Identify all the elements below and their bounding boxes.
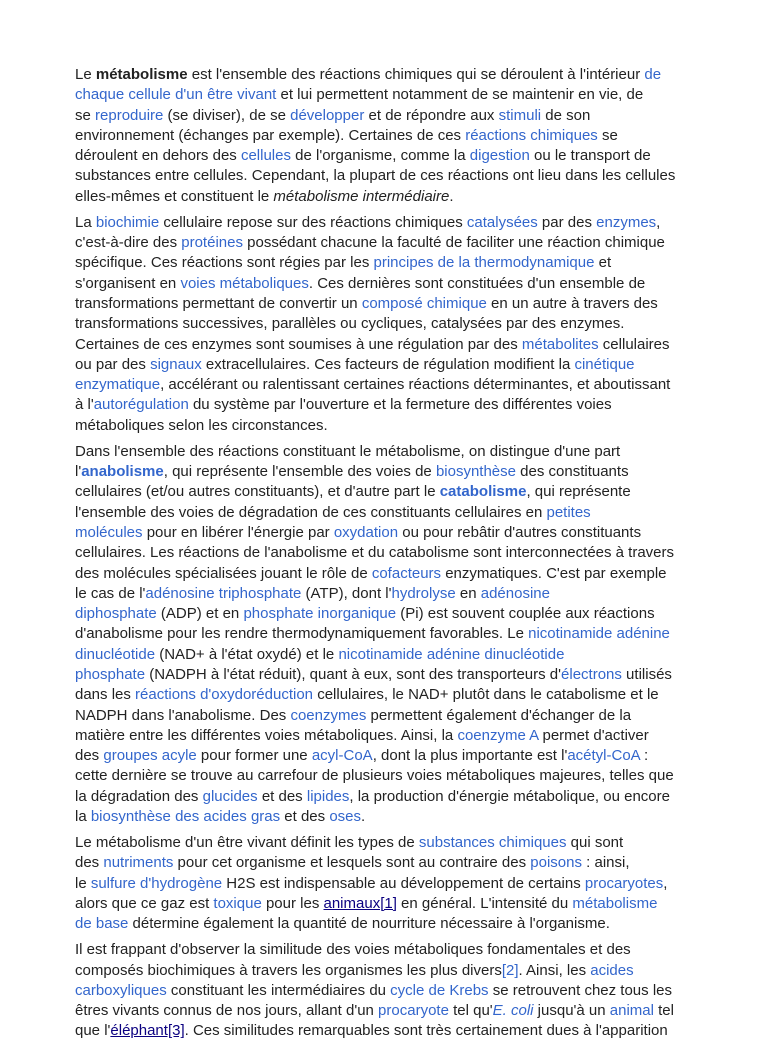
body-text: cellulaires. Les réactions de l'anabolisme et du catabolisme sont interconnectées à travers	[75, 544, 675, 562]
paragraph	[75, 940, 735, 1041]
wiki-link[interactable]: stimuli	[498, 106, 542, 124]
wiki-link[interactable]: petites	[546, 503, 591, 521]
body-text: ou le transport de	[529, 147, 651, 165]
wiki-link[interactable]: enzymes	[596, 213, 657, 231]
body-text: alors que ce gaz est	[75, 894, 214, 912]
body-text: Il est frappant d'observer la similitude des voies métaboliques fondamentales et des	[75, 941, 631, 959]
wiki-link[interactable]: cofacteurs	[371, 564, 442, 582]
body-text: :	[639, 747, 649, 765]
text-line	[75, 442, 735, 462]
wiki-link[interactable]: sulfure d'hydrogène	[90, 874, 223, 892]
text-line	[75, 294, 735, 314]
body-text: en	[455, 584, 481, 602]
wiki-link[interactable]: coenzymes	[290, 706, 367, 724]
body-text: s'organisent en	[75, 274, 181, 292]
body-text: l'	[75, 463, 82, 481]
paragraph	[75, 213, 735, 436]
body-text: le cas de l'	[75, 584, 146, 602]
body-text: transformations permettant de convertir un	[75, 294, 362, 312]
body-text: se	[75, 106, 96, 124]
body-text: .	[361, 808, 366, 826]
text-line	[75, 187, 735, 207]
wiki-link[interactable]: anabolisme	[81, 463, 164, 481]
body-text: qui sont	[566, 834, 624, 852]
body-text: du système par l'ouverture et la fermeture des différentes voies	[188, 396, 612, 414]
body-text: .	[449, 187, 454, 205]
wiki-link[interactable]: dinucléotide	[75, 645, 156, 663]
text-line	[75, 746, 735, 766]
text-line	[75, 166, 735, 186]
text-line	[75, 375, 735, 395]
body-text: permettent également d'échanger de la	[366, 706, 632, 724]
wiki-link[interactable]: voies métaboliques	[180, 274, 309, 292]
wiki-link[interactable]: E. coli	[492, 1002, 534, 1020]
body-text: des	[75, 747, 104, 765]
body-text: possédant chacune la faculté de faciliter une réaction chimique	[242, 234, 665, 252]
wiki-link[interactable]: substances chimiques	[418, 834, 567, 852]
wiki-link[interactable]: glucides	[202, 787, 258, 805]
text-line	[75, 482, 735, 502]
body-text: pour en libérer l'énergie par	[142, 523, 334, 541]
wiki-link[interactable]: nicotinamide adénine	[528, 625, 670, 643]
body-text: . Ces dernières sont constituées d'un ensemble de	[308, 274, 646, 292]
body-text: . Ainsi, les	[518, 961, 591, 979]
wiki-link[interactable]: procaryote	[378, 1002, 449, 1020]
text-line	[75, 314, 735, 334]
body-text: par des	[537, 213, 597, 231]
text-line	[75, 685, 735, 705]
text-line	[75, 604, 735, 624]
wiki-link[interactable]: acyl-CoA	[311, 747, 373, 765]
body-text: , qui représente	[526, 483, 631, 501]
body-text: et des	[257, 787, 307, 805]
body-text: cellulaires, le NAD+ plutôt dans le catabolisme et le	[313, 686, 659, 704]
wiki-link[interactable]: éléphant[3]	[110, 1022, 185, 1040]
text-line	[75, 355, 735, 375]
wiki-link[interactable]: hydrolyse	[391, 584, 456, 602]
body-text: tel qu'	[448, 1002, 493, 1020]
body-text: le	[75, 874, 91, 892]
body-text: Le	[75, 66, 96, 83]
wiki-link[interactable]: phosphate inorganique	[243, 605, 397, 623]
body-text: transformations successives, parallèles ou cycliques, catalysées par des enzymes.	[75, 315, 625, 333]
body-text: , dont la plus importante est l'	[372, 747, 568, 765]
text-line	[75, 416, 735, 436]
body-text: (se diviser), de se	[163, 106, 291, 124]
wiki-link[interactable]: métabolisme	[572, 894, 658, 912]
wiki-link[interactable]: réactions d'oxydoréduction	[135, 686, 314, 704]
wiki-link[interactable]: diphosphate	[75, 605, 157, 623]
body-text: d'anabolisme pour les rendre thermodynamiquement favorables. Le	[75, 625, 529, 643]
body-text: à l'	[75, 396, 94, 414]
wiki-link[interactable]: composé chimique	[361, 294, 487, 312]
body-text: de l'organisme, comme la	[290, 147, 470, 165]
text-line	[75, 233, 735, 253]
body-text: environnement (échanges par exemple). Certaines de ces	[75, 126, 466, 144]
paragraph	[75, 442, 735, 828]
text-line	[75, 564, 735, 584]
wiki-link[interactable]: acides	[590, 961, 634, 979]
body-text: c'est-à-dire des	[75, 234, 182, 252]
body-text: permet d'activer	[538, 726, 649, 744]
text-line	[75, 981, 735, 1001]
body-text: La	[75, 213, 96, 231]
text-line	[75, 1021, 735, 1041]
body-text: H2S est indispensable au développement de certains	[222, 874, 585, 892]
text-line	[75, 85, 735, 105]
wiki-link[interactable]: autorégulation	[93, 396, 189, 414]
text-line	[75, 874, 735, 894]
wiki-link[interactable]: chaque cellule d'un être vivant	[75, 86, 277, 104]
text-line	[75, 940, 735, 960]
body-text: (NAD+ à l'état oxydé) et le	[155, 645, 339, 663]
body-text: que l'	[75, 1022, 111, 1040]
text-line	[75, 961, 735, 981]
body-text: jusqu'à un	[533, 1002, 610, 1020]
wiki-link[interactable]: nutriments	[103, 854, 174, 872]
body-text: êtres vivants connus de nos jours, allant d'un	[75, 1002, 379, 1020]
wiki-link[interactable]: cycle de Krebs	[390, 981, 489, 999]
text-line	[75, 645, 735, 665]
text-line	[75, 274, 735, 294]
body-text: cellulaires (et/ou autres constituants), et d'autre part le	[75, 483, 440, 501]
wiki-link[interactable]: digestion	[469, 147, 530, 165]
wiki-link[interactable]: enzymatique	[75, 376, 161, 394]
text-line	[75, 914, 735, 934]
text-line	[75, 726, 735, 746]
body-text: ,	[663, 874, 668, 892]
wiki-link[interactable]: oxydation	[333, 523, 399, 541]
body-text: NADPH dans l'anabolisme. Des	[75, 706, 291, 724]
text-line	[75, 833, 735, 853]
wiki-link[interactable]: de base	[75, 915, 129, 933]
body-text: ou pour rebâtir d'autres constituants	[398, 523, 642, 541]
wiki-link[interactable]: cinétique	[574, 355, 635, 373]
body-text: et lui permettent notamment de se maintenir en vie, de	[276, 86, 644, 104]
body-text: des constituants	[516, 463, 629, 481]
wiki-link[interactable]: [2]	[501, 961, 519, 979]
body-text: utilisés	[621, 665, 672, 683]
body-text: se retrouvent chez tous les	[488, 981, 672, 999]
body-text: pour les	[261, 894, 324, 912]
body-text: métaboliques selon les circonstances.	[75, 416, 328, 434]
body-text: : ainsi,	[581, 854, 630, 872]
wiki-link[interactable]: acétyl-CoA	[567, 747, 640, 765]
body-text: et	[594, 254, 612, 272]
body-text: elles-mêmes et constituent le	[75, 187, 274, 205]
article-body	[75, 65, 735, 1047]
body-text: pour cet organisme et lesquels sont au contraire des	[173, 854, 531, 872]
wiki-link[interactable]: principes de la thermodynamique	[373, 254, 595, 272]
text-line	[75, 503, 735, 523]
text-line	[75, 543, 735, 563]
wiki-link[interactable]: biosynthèse des acides gras	[90, 808, 281, 826]
text-line	[75, 706, 735, 726]
body-text: constituant les intermédiaires du	[166, 981, 391, 999]
body-text: se	[597, 126, 618, 144]
text-line	[75, 253, 735, 273]
wiki-link[interactable]: phosphate	[75, 665, 146, 683]
body-text: des	[75, 854, 104, 872]
wiki-link[interactable]: développer	[290, 106, 365, 124]
body-text: des molécules spécialisées jouant le rôle de	[75, 564, 372, 582]
wiki-link[interactable]: procaryotes	[584, 874, 664, 892]
body-text: ,	[656, 213, 661, 231]
body-text: Le métabolisme d'un être vivant définit les types de	[75, 834, 419, 852]
wiki-link[interactable]: signaux	[150, 355, 202, 373]
text-line	[75, 65, 735, 85]
text-line	[75, 126, 735, 146]
text-line	[75, 894, 735, 914]
wiki-link[interactable]: animal	[609, 1002, 654, 1020]
wiki-link[interactable]: biosynthèse	[435, 463, 516, 481]
body-text: et des	[280, 808, 330, 826]
text-line	[75, 766, 735, 786]
wiki-link[interactable]: protéines	[181, 234, 243, 252]
text-line	[75, 807, 735, 827]
body-text: ou par des	[75, 355, 151, 373]
text-line	[75, 624, 735, 644]
body-text: est l'ensemble des réactions chimiques qui se déroulent à l'intérieur	[187, 66, 645, 83]
body-text: , accélérant ou ralentissant certaines réactions déterminantes, et aboutissant	[160, 376, 671, 394]
text-line	[75, 665, 735, 685]
bold-term: métabolisme	[95, 66, 188, 83]
body-text: en général. L'intensité du	[396, 894, 573, 912]
text-line	[75, 787, 735, 807]
body-text: , la production d'énergie métabolique, ou encore	[349, 787, 670, 805]
paragraph	[75, 65, 735, 207]
body-text: Dans l'ensemble des réactions constituant le métabolisme, on distingue d'une part	[75, 442, 621, 460]
wiki-link[interactable]: poisons	[530, 854, 582, 872]
body-text: matière entre les différentes voies métaboliques. Ainsi, la	[75, 726, 458, 744]
text-line	[75, 584, 735, 604]
body-text: pour former une	[196, 747, 312, 765]
text-line	[75, 462, 735, 482]
body-text: la dégradation des	[75, 787, 203, 805]
body-text: . Ces similitudes remarquables sont très certainement dues à l'apparition	[184, 1022, 668, 1040]
body-text: dans les	[75, 686, 136, 704]
wiki-link[interactable]: électrons	[561, 665, 622, 683]
wiki-link[interactable]: réactions chimiques	[465, 126, 598, 144]
text-line	[75, 106, 735, 126]
text-line	[75, 1001, 735, 1021]
wiki-link[interactable]: carboxyliques	[75, 981, 167, 999]
text-line	[75, 853, 735, 873]
body-text: détermine également la quantité de nourriture nécessaire à l'organisme.	[128, 915, 610, 933]
wiki-link[interactable]: de	[644, 66, 662, 83]
body-text: enzymatiques. C'est par exemple	[441, 564, 667, 582]
wiki-link[interactable]: animaux[1]	[323, 894, 397, 912]
body-text: (NADPH à l'état réduit), quant à eux, sont des transporteurs d'	[145, 665, 562, 683]
body-text: substances entre cellules. Cependant, la plupart de ces réactions ont lieu dans les cellules	[75, 167, 676, 185]
wiki-link[interactable]: catabolisme	[439, 483, 527, 501]
wiki-link[interactable]: adénosine	[480, 584, 550, 602]
body-text: la	[75, 808, 91, 826]
body-text: (ATP), dont l'	[301, 584, 392, 602]
body-text: l'ensemble des voies de dégradation de ces constituants cellulaires en	[75, 503, 547, 521]
wiki-link[interactable]: adénosine triphosphate	[145, 584, 302, 602]
body-text: Certaines de ces enzymes sont soumises à une régulation par des	[75, 335, 522, 353]
body-text: (Pi) est souvent couplée aux réactions	[396, 605, 655, 623]
paragraph	[75, 833, 735, 934]
wiki-link[interactable]: cellules	[240, 147, 291, 165]
text-line	[75, 213, 735, 233]
wiki-link[interactable]: groupes acyle	[103, 747, 197, 765]
text-line	[75, 146, 735, 166]
body-text: , qui représente l'ensemble des voies de	[163, 463, 436, 481]
body-text: cellulaires	[598, 335, 670, 353]
body-text: de son	[541, 106, 591, 124]
wiki-link[interactable]: coenzyme A	[457, 726, 539, 744]
wiki-link[interactable]: oses	[329, 808, 362, 826]
wiki-link[interactable]: lipides	[306, 787, 350, 805]
body-text: composés biochimiques à travers les organismes les plus divers	[75, 961, 502, 979]
text-line	[75, 523, 735, 543]
wiki-link[interactable]: biochimie	[95, 213, 160, 231]
wiki-link[interactable]: molécules	[75, 523, 143, 541]
body-text: en un autre à travers des	[486, 294, 658, 312]
body-text: cellulaire repose sur des réactions chimiques	[159, 213, 467, 231]
body-text: tel	[653, 1002, 674, 1020]
body-text: (ADP) et en	[156, 605, 244, 623]
wiki-link[interactable]: reproduire	[95, 106, 164, 124]
body-text: extracellulaires. Ces facteurs de régulation modifient la	[201, 355, 575, 373]
body-text: cette dernière se trouve au carrefour de plusieurs voies métaboliques majeures, telles que	[75, 767, 674, 785]
body-text: et de répondre aux	[364, 106, 499, 124]
text-line	[75, 335, 735, 355]
body-text: déroulent en dehors des	[75, 147, 241, 165]
wiki-link[interactable]: toxique	[213, 894, 262, 912]
wiki-link[interactable]: nicotinamide adénine dinucléotide	[338, 645, 565, 663]
italic-term: métabolisme intermédiaire	[273, 187, 450, 205]
body-text: spécifique. Ces réactions sont régies par les	[75, 254, 374, 272]
wiki-link[interactable]: catalysées	[466, 213, 538, 231]
wiki-link[interactable]: métabolites	[521, 335, 599, 353]
text-line	[75, 395, 735, 415]
